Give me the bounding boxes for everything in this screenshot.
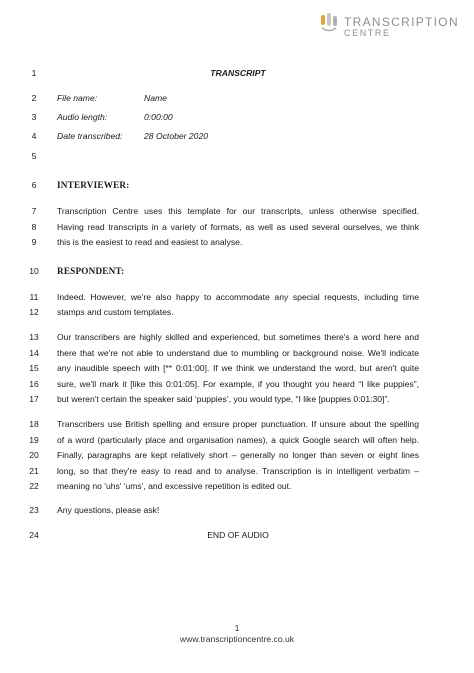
line-number: 4: [31, 131, 37, 141]
line-number: 20: [29, 450, 39, 460]
line-number: 12: [29, 307, 39, 317]
file-name-value: Name: [144, 93, 167, 103]
respondent-text-line: there that we're not able to understand due to mumbling or background noise. We'll indicate: [57, 348, 419, 358]
line-number: 7: [31, 206, 37, 216]
respondent-text-line: any inaudible speech with [** 0:01:00]. If we think we understand the word, but aren't quite: [57, 363, 419, 373]
respondent-text-line: stamps and custom templates.: [57, 307, 174, 317]
respondent-text-line: of a word (particularly place and organisation names), a quick Google search will often help.: [57, 435, 419, 445]
page-number: 1: [234, 623, 240, 633]
respondent-text-line: Transcribers use British spelling and ensure proper punctuation. If unsure about the spelling: [57, 419, 419, 429]
line-number: 8: [31, 222, 37, 232]
respondent-text-line: Our transcribers are highly skilled and experienced, but sometimes there's a word here and: [57, 332, 419, 342]
line-number: 6: [31, 180, 37, 190]
respondent-text-line: Any questions, please ask!: [57, 505, 160, 515]
brand-logo: [318, 10, 470, 42]
line-number: 24: [29, 530, 39, 540]
end-of-audio: END OF AUDIO: [207, 530, 269, 540]
line-number: 2: [31, 93, 37, 103]
line-number: 16: [29, 379, 39, 389]
interviewer-text-line: Transcription Centre uses this template for our transcripts, unless otherwise specified.: [57, 206, 419, 216]
line-number: 18: [29, 419, 39, 429]
line-number: 9: [31, 237, 37, 247]
interviewer-text-line: Having read transcripts in a variety of formats, as well as used several ourselves, we think: [57, 222, 419, 232]
date-transcribed-label: Date transcribed:: [57, 131, 123, 141]
line-number: 21: [29, 466, 39, 476]
respondent-heading: RESPONDENT:: [57, 266, 125, 276]
respondent-text-line: Indeed. However, we're also happy to accommodate any special requests, including time: [57, 292, 419, 302]
brand-name: TRANSCRIPTION: [344, 15, 459, 29]
line-number: 13: [29, 332, 39, 342]
respondent-text-line: Finally, paragraphs are kept relatively short – generally no longer than seven or eight lines: [57, 450, 419, 460]
line-number: 17: [29, 394, 39, 404]
line-number: 10: [29, 266, 39, 276]
respondent-text-line: meaning no 'uhs' 'ums', and excessive repetition is edited out.: [57, 481, 292, 491]
footer-url: www.transcriptioncentre.co.uk: [179, 634, 295, 644]
line-number: 3: [31, 112, 37, 122]
line-number: 14: [29, 348, 39, 358]
line-number: 15: [29, 363, 39, 373]
audio-length-label: Audio length:: [57, 112, 108, 122]
interviewer-text-line: this is the easiest to read and easiest to analyse.: [57, 237, 243, 247]
line-number: 23: [29, 505, 39, 515]
interviewer-heading: INTERVIEWER:: [57, 180, 130, 190]
date-transcribed-value: 28 October 2020: [144, 131, 209, 141]
microphone-logo-icon: [318, 11, 340, 35]
file-name-label: File name:: [57, 93, 98, 103]
document-title: TRANSCRIPT: [210, 68, 266, 78]
line-number: 11: [29, 292, 39, 302]
brand-subtitle: CENTRE: [344, 28, 391, 38]
line-number: 22: [29, 481, 39, 491]
respondent-text-line: but weren't certain the speaker said ‘puppies’, you would type, “I like [puppies 0:01:30]”.: [57, 394, 390, 404]
respondent-text-line: sure, we'll mark it [like this 0:01:05]. For example, if you thought you heard “I like puppies”,: [57, 379, 419, 389]
audio-length-value: 0:00:00: [144, 112, 173, 122]
line-number: 19: [29, 435, 39, 445]
line-number: 5: [31, 151, 37, 161]
respondent-text-line: long, so that they're easy to read and to analyse. Transcription is in intelligent verbatim –: [57, 466, 419, 476]
line-number: 1: [31, 68, 37, 78]
